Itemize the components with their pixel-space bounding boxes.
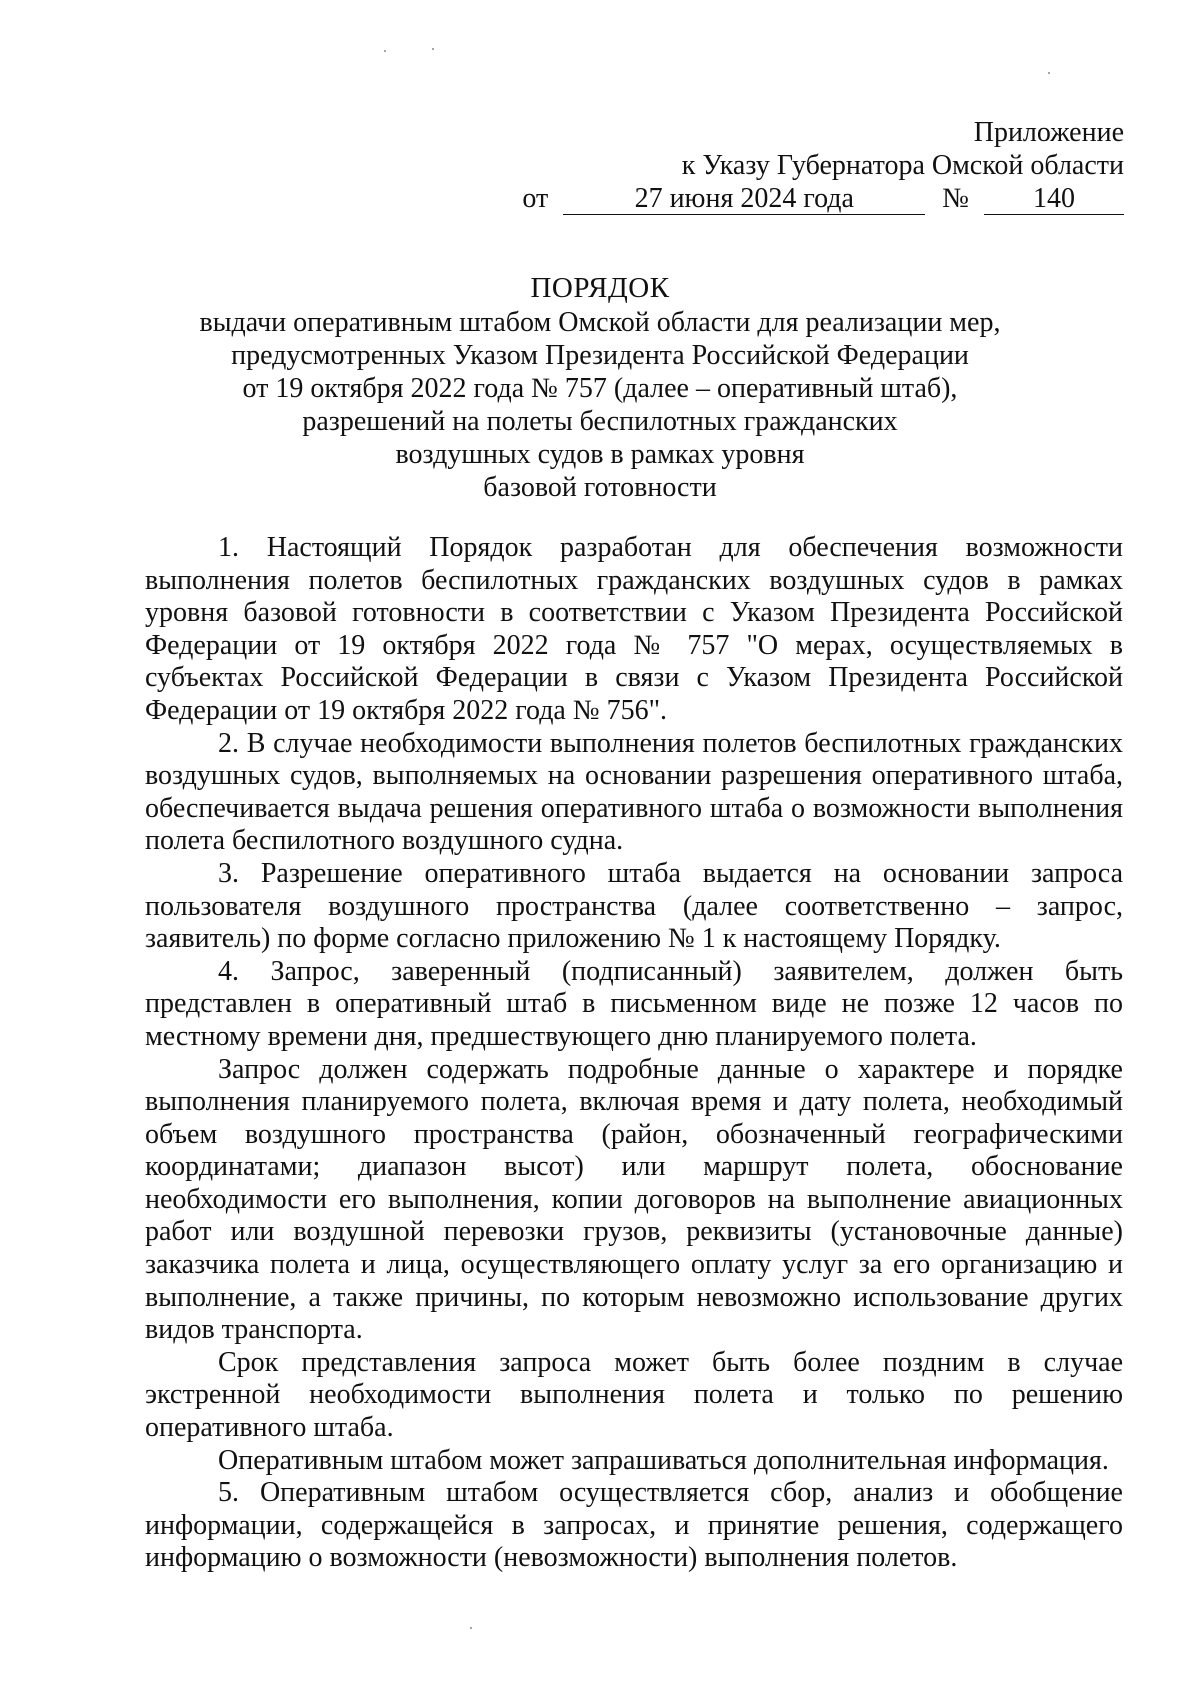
- document-title: ПОРЯДОК: [530, 272, 670, 304]
- title-line: разрешений на полеты беспилотных гражданских: [302, 406, 898, 437]
- document-body: [145, 532, 1123, 1575]
- decree-number: 140: [984, 184, 1124, 215]
- appendix-label: Приложение: [973, 117, 1124, 148]
- scan-speck: [384, 50, 386, 52]
- title-line: предусмотренных Указом Президента Российской Федерации: [231, 340, 969, 371]
- paragraph-4-request-content: Запрос должен содержать подробные данные о характере и порядке выполнения планируемого полета, включая время и дату полета, необходимый объем воздушного пространства (район, обозначенный географическими координатами; диапазон высот) или маршрут полета, обоснование необходимости его выполнения, копии договоров на выполнение авиационных работ или воздушной перевозки грузов, реквизиты (установочные данные) заказчика полета и лица, осуществляющего оплату услуг за его организацию и выполнение, а также причины, по которым невозможно использование других видов транспорта.: [145, 1053, 1123, 1346]
- scan-speck: [1048, 72, 1050, 74]
- scan-speck: [470, 1627, 472, 1629]
- number-label: №: [942, 183, 969, 214]
- appendix-header: [522, 116, 1124, 215]
- paragraph-4: 4. Запрос, заверенный (подписанный) заявителем, должен быть представлен в оперативный штаб в письменном виде не позже 12 часов по местному времени дня, предшествующего дню планируемого полета.: [145, 955, 1123, 1052]
- paragraph-5: 5. Оперативным штабом осуществляется сбор, анализ и обобщение информации, содержащейся в запросах, и принятие решения, содержащего информацию о возможности (невозможности) выполнения полетов.: [145, 1477, 1123, 1574]
- paragraph-2: 2. В случае необходимости выполнения полетов беспилотных гражданских воздушных судов, выполняемых на основании разрешения оперативного штаба, обеспечивается выдача решения оперативного штаба о возможности выполнения полета беспилотного воздушного судна.: [145, 727, 1123, 857]
- paragraph-4-additional-info: Оперативным штабом может запрашиваться дополнительная информация.: [218, 1444, 1109, 1476]
- decree-date: 27 июня 2024 года: [563, 184, 925, 215]
- appendix-date-number-line: [522, 182, 1124, 215]
- title-line: выдачи оперативным штабом Омской области для реализации мер,: [199, 307, 1001, 338]
- title-line: воздушных судов в рамках уровня: [395, 439, 805, 470]
- scan-speck: [432, 48, 434, 50]
- document-title-block: [140, 272, 1060, 504]
- appendix-reference: к Указу Губернатора Омской области: [681, 150, 1124, 181]
- paragraph-3: 3. Разрешение оперативного штаба выдается на основании запроса пользователя воздушного пространства (далее соответственно – запрос, заявитель) по форме согласно приложению № 1 к настоящему Порядку.: [145, 857, 1123, 955]
- title-line: базовой готовности: [483, 472, 717, 503]
- from-label: от: [522, 183, 549, 214]
- paragraph-1: 1. Настоящий Порядок разработан для обеспечения возможности выполнения полетов беспилотных гражданских воздушных судов в рамках уровня базовой готовности в соответствии с Указом Президента Российской Федерации от 19 октября 2022 года № 757 "О мерах, осуществляемых в субъектах Российской Федерации в связи с Указом Президента Российской Федерации от 19 октября 2022 года № 756".: [145, 532, 1123, 726]
- title-line: от 19 октября 2022 года № 757 (далее – оперативный штаб),: [242, 373, 958, 404]
- paragraph-4-deadline: Срок представления запроса может быть более поздним в случае экстренной необходимости выполнения полета и только по решению оперативного штаба.: [145, 1346, 1123, 1444]
